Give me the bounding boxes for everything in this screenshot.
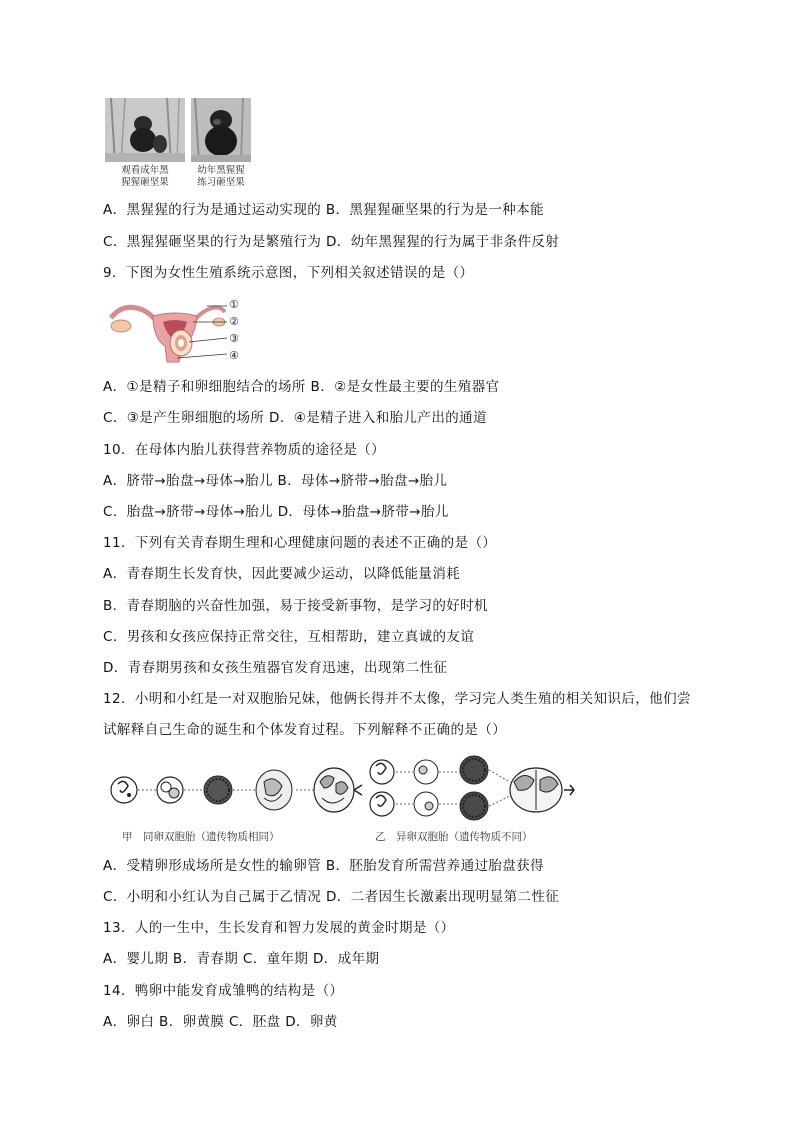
q9-stem: 9．下图为女性生殖系统示意图，下列相关叙述错误的是（） [103, 265, 474, 281]
diagram-label-4: ④ [229, 349, 239, 362]
chimp-photo-practicing [191, 98, 251, 162]
q14-options: A．卵白 B．卵黄膜 C．胚盘 D．卵黄 [103, 1014, 338, 1030]
q13-options: A．婴儿期 B．青春期 C．童年期 D．成年期 [103, 951, 380, 967]
fraternal-twins-sequence [370, 756, 574, 820]
q10-options-ab: A．脐带→胎盘→母体→胎儿 B．母体→脐带→胎盘→胎儿 [103, 473, 448, 489]
q11-option-c: C．男孩和女孩应保持正常交往，互相帮助，建立真诚的友谊 [103, 629, 475, 645]
identical-twins-sequence [111, 768, 362, 812]
q12-stem-line2: 试解释自己生命的诞生和个体发育过程。下列解释不正确的是（） [103, 722, 507, 738]
twins-development-diagram [108, 752, 608, 822]
q11-option-b: B．青春期脑的兴奋性加强，易于接受新事物，是学习的好时机 [103, 598, 488, 614]
chimp-photo-observing [105, 98, 185, 162]
q8-options-ab: A．黑猩猩的行为是通过运动实现的 B．黑猩猩砸坚果的行为是一种本能 [103, 202, 544, 218]
q11-option-d: D．青春期男孩和女孩生殖器官发育迅速，出现第二性征 [103, 660, 448, 676]
female-reproductive-system-diagram [103, 296, 248, 364]
fraternal-twins-caption: 乙 异卵双胞胎（遗传物质不同） [375, 831, 533, 843]
q9-options-ab: A．①是精子和卵细胞结合的场所 B．②是女性最主要的生殖器官 [103, 379, 500, 395]
photo-caption-practicing: 幼年黑猩猩 练习砸坚果 [197, 165, 245, 188]
q11-option-a: A．青春期生长发育快，因此要减少运动，以降低能量消耗 [103, 566, 461, 582]
diagram-label-3: ③ [229, 332, 239, 345]
q12-options-cd: C．小明和小红认为自己属于乙情况 D．二者因生长激素出现明显第二性征 [103, 889, 560, 905]
q12-options-ab: A．受精卵形成场所是女性的输卵管 B．胚胎发育所需营养通过胎盘获得 [103, 858, 544, 874]
q8-options-cd: C．黑猩猩砸坚果的行为是繁殖行为 D．幼年黑猩猩的行为属于非条件反射 [103, 234, 560, 250]
q14-stem: 14．鸭卵中能发育成雏鸭的结构是（） [103, 983, 344, 999]
q9-options-cd: C．③是产生卵细胞的场所 D．④是精子进入和胎儿产出的通道 [103, 410, 487, 426]
photo-caption-observing: 观看成年黑 猩猩砸坚果 [121, 165, 169, 188]
q10-stem: 10．在母体内胎儿获得营养物质的途径是（） [103, 442, 386, 458]
q13-stem: 13．人的一生中，生长发育和智力发展的黄金时期是（） [103, 920, 455, 936]
q12-stem-line1: 12．小明和小红是一对双胞胎兄妹，他俩长得并不太像，学习完人类生殖的相关知识后，他们尝 [103, 691, 691, 707]
identical-twins-caption: 甲 同卵双胞胎（遗传物质相同） [122, 831, 280, 843]
diagram-label-1: ① [229, 298, 239, 311]
q10-options-cd: C．胎盘→脐带→母体→胎儿 D．母体→胎盘→脐带→胎儿 [103, 504, 449, 520]
q11-stem: 11．下列有关青春期生理和心理健康问题的表述不正确的是（） [103, 535, 497, 551]
diagram-label-2: ② [229, 315, 239, 328]
